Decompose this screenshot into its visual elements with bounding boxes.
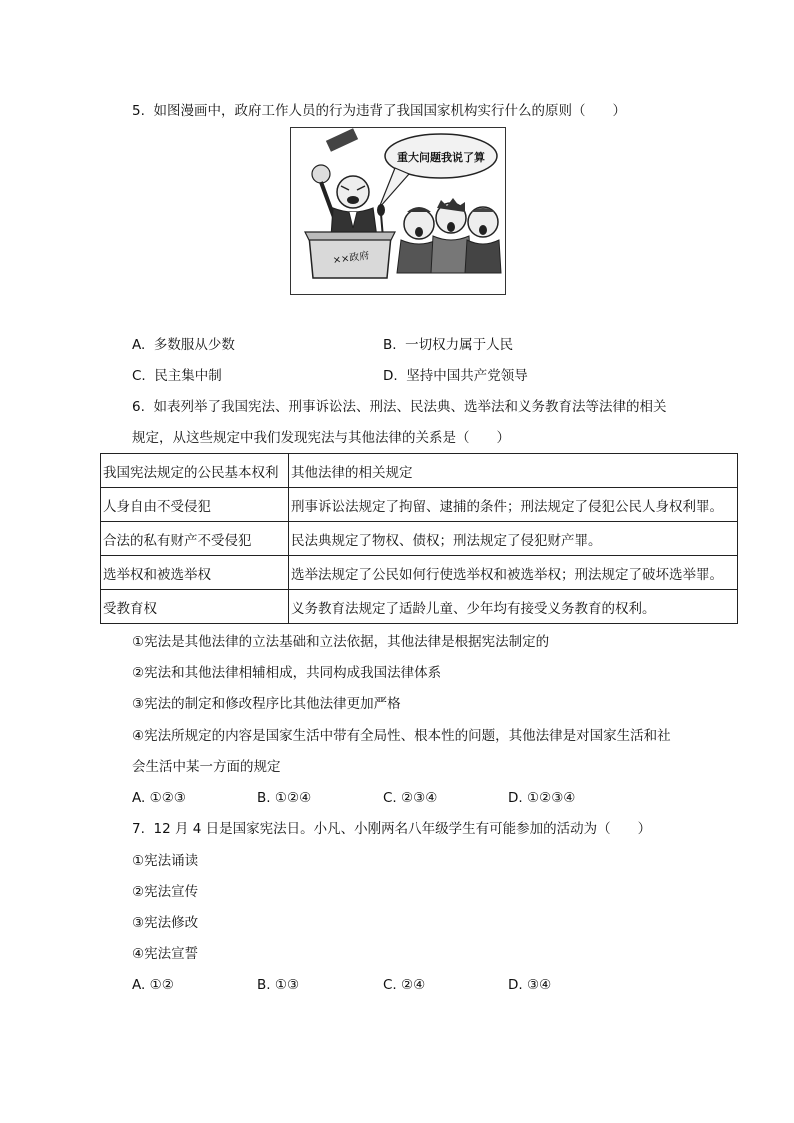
q6-stem-line-2: 规定，从这些规定中我们发现宪法与其他法律的关系是（ ） xyxy=(132,430,510,446)
q6-statement-4: ④宪法所规定的内容是国家生活中带有全局性、根本性的问题，其他法律是对国家生活和社 xyxy=(132,728,671,744)
gavel-icon xyxy=(326,128,358,152)
q6-statement-4-cont: 会生活中某一方面的规定 xyxy=(132,759,281,775)
q7-stem: 12 月 4 日是国家宪法日。小凡、小刚两名八年级学生有可能参加的活动为（ ） xyxy=(153,821,652,837)
q6-option-b: B. ①②④ xyxy=(257,790,312,806)
q6-option-a: A. ①②③ xyxy=(132,790,186,806)
q6-option-c: C. ②③④ xyxy=(383,790,438,806)
table-cell: 受教育权 xyxy=(101,590,289,624)
q5-option-d: D. 坚持中国共产党领导 xyxy=(383,368,528,384)
table-row xyxy=(101,522,738,556)
table-header-cell: 其他法律的相关规定 xyxy=(289,454,738,488)
q5-number: 5. xyxy=(132,103,145,119)
q5-option-a: A. 多数服从少数 xyxy=(132,337,235,353)
table-cell: 合法的私有财产不受侵犯 xyxy=(101,522,289,556)
table-cell: 刑事诉讼法规定了拘留、逮捕的条件；刑法规定了侵犯公民人身权利罪。 xyxy=(289,488,738,522)
table-row xyxy=(101,590,738,624)
table-cell: 人身自由不受侵犯 xyxy=(101,488,289,522)
table-cell: 民法典规定了物权、债权；刑法规定了侵犯财产罪。 xyxy=(289,522,738,556)
table-cell: 选举法规定了公民如何行使选举权和被选举权；刑法规定了破坏选举罪。 xyxy=(289,556,738,590)
table-header-row xyxy=(101,454,738,488)
q5-stem: 如图漫画中，政府工作人员的行为违背了我国国家机构实行什么的原则（ ） xyxy=(153,103,626,119)
table-cell: 选举权和被选举权 xyxy=(101,556,289,590)
q5-option-b: B. 一切权力属于人民 xyxy=(383,337,514,353)
q6-stem-line-1: 6. 如表列举了我国宪法、刑事诉讼法、刑法、民法典、选举法和义务教育法等法律的相关 xyxy=(132,399,667,415)
q6-statement-3: ③宪法的制定和修改程序比其他法律更加严格 xyxy=(132,696,401,712)
table-row xyxy=(101,488,738,522)
q7-statement-4: ④宪法宣誓 xyxy=(132,946,199,962)
q7-stem-line xyxy=(132,820,651,838)
table-cell: 义务教育法规定了适龄儿童、少年均有接受义务教育的权利。 xyxy=(289,590,738,624)
q7-option-a: A. ①② xyxy=(132,977,174,993)
q6-statement-2: ②宪法和其他法律相辅相成，共同构成我国法律体系 xyxy=(132,665,442,681)
q7-number: 7. xyxy=(132,821,145,837)
q7-option-d: D. ③④ xyxy=(508,977,552,993)
q7-statement-3: ③宪法修改 xyxy=(132,915,199,931)
table-header-cell: 我国宪法规定的公民基本权利 xyxy=(101,454,289,488)
law-comparison-table xyxy=(100,453,738,624)
cartoon-illustration xyxy=(291,128,505,294)
q6-number: 6. xyxy=(132,399,145,415)
q6-option-d: D. ①②③④ xyxy=(508,790,576,806)
crowd xyxy=(397,198,501,273)
q7-statement-2: ②宪法宣传 xyxy=(132,884,199,900)
q6-statement-1: ①宪法是其他法律的立法基础和立法依据，其他法律是根据宪法制定的 xyxy=(132,634,550,650)
q7-statement-1: ①宪法诵读 xyxy=(132,853,199,869)
q5-option-c: C. 民主集中制 xyxy=(132,368,222,384)
podium-label: ××政府 xyxy=(332,250,371,267)
q7-option-c: C. ②④ xyxy=(383,977,426,993)
q5-stem-line xyxy=(132,102,626,120)
cartoon-figure xyxy=(290,127,506,295)
speech-bubble-text: 重大问题我说了算 xyxy=(397,151,485,164)
table-row xyxy=(101,556,738,590)
q7-option-b: B. ①③ xyxy=(257,977,300,993)
